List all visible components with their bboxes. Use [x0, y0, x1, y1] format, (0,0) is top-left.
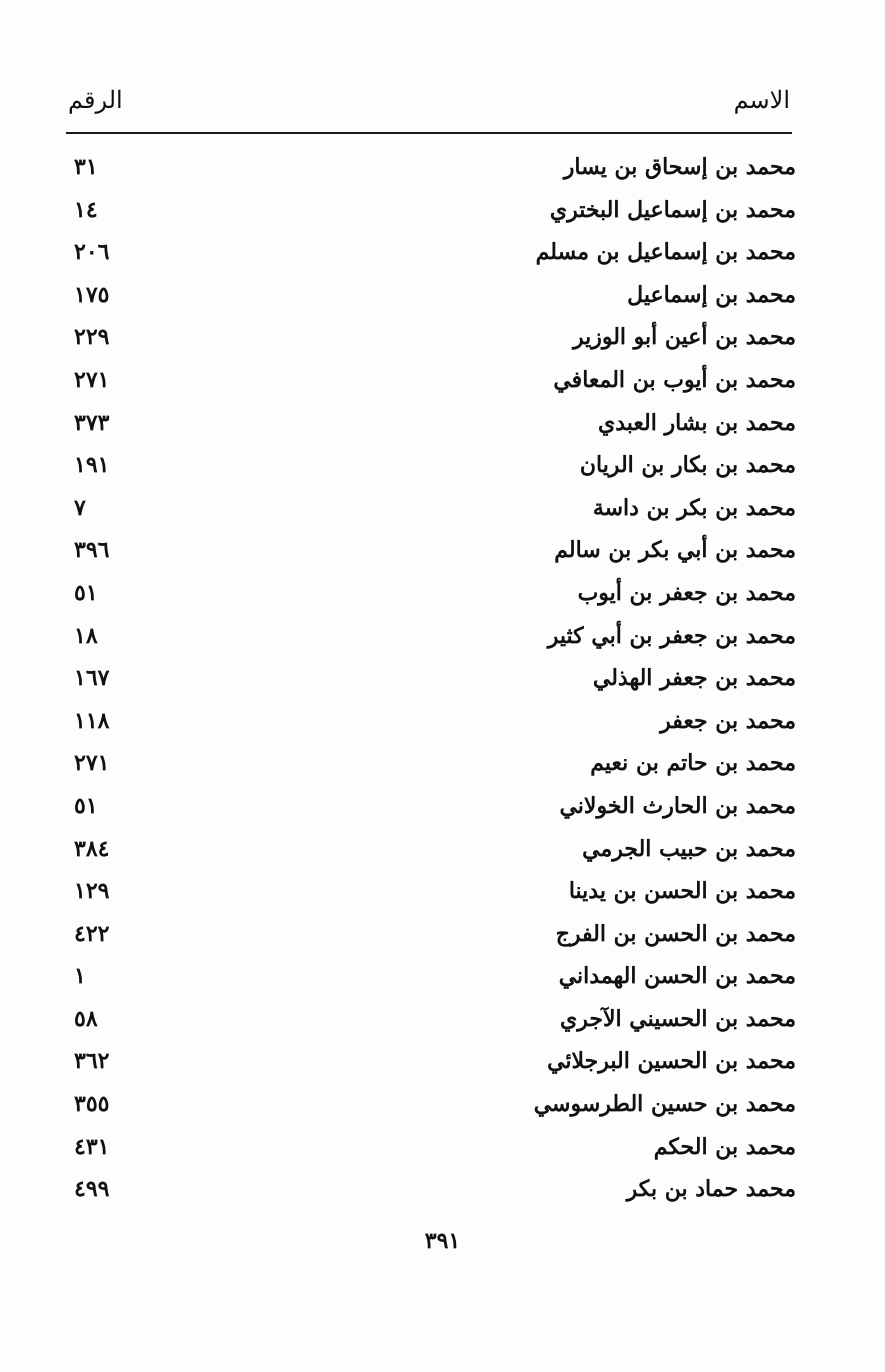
entry-number: ١٨ — [74, 622, 98, 649]
entry-number: ٢٢٩ — [74, 324, 110, 351]
entry-number: ١٤ — [74, 196, 98, 223]
entry-number: ٣١ — [74, 154, 98, 180]
entry-number: ٣٨٤ — [74, 835, 110, 862]
entry-number: ٥٨ — [74, 1005, 98, 1032]
index-row — [66, 404, 796, 447]
entry-name: محمد بن إسماعيل بن مسلم — [535, 239, 796, 266]
index-row — [66, 318, 796, 361]
entry-number: ٢٧١ — [74, 750, 110, 777]
index-row — [66, 574, 796, 617]
entry-number: ٥١ — [74, 579, 98, 606]
entry-name: محمد بن حسين الطرسوسي — [533, 1091, 796, 1118]
index-row — [66, 489, 796, 532]
entry-name: محمد بن إسحاق بن يسار — [563, 154, 796, 180]
index-row — [66, 1000, 796, 1043]
entry-number: ٤٣١ — [74, 1133, 110, 1160]
index-row — [66, 830, 796, 873]
entry-name: محمد بن أبي بكر بن سالم — [554, 537, 796, 564]
name-column-header: الاسم — [733, 86, 790, 114]
entry-number: ٢٧١ — [74, 366, 110, 393]
entry-name: محمد بن حبيب الجرمي — [582, 835, 796, 862]
index-list — [66, 148, 796, 1213]
entry-number: ٣٩٦ — [74, 537, 110, 564]
index-row — [66, 957, 796, 1000]
entry-number: ١٩١ — [74, 452, 110, 479]
entry-name: محمد بن جعفر — [660, 707, 796, 734]
index-row — [66, 617, 796, 660]
entry-number: ١٢٩ — [74, 878, 110, 905]
index-row — [66, 702, 796, 745]
index-row — [66, 1042, 796, 1085]
entry-name: محمد بن بكر بن داسة — [592, 494, 796, 521]
entry-number: ١١٨ — [74, 707, 110, 734]
entry-number: ٥١ — [74, 792, 98, 819]
entry-name: محمد بن جعفر بن أيوب — [577, 579, 796, 606]
index-row — [66, 361, 796, 404]
index-row — [66, 446, 796, 489]
entry-name: محمد بن بشار العبدي — [597, 409, 796, 436]
entry-number: ١ — [74, 963, 86, 990]
entry-number: ٣٧٣ — [74, 409, 110, 436]
entry-name: محمد بن إسماعيل البختري — [549, 196, 796, 223]
number-column-header: الرقم — [68, 86, 123, 114]
entry-name: محمد بن الحسيني الآجري — [560, 1005, 796, 1032]
entry-name: محمد بن أعين أبو الوزير — [572, 324, 796, 351]
entry-name: محمد بن الحسن بن يدينا — [568, 878, 796, 905]
table-header — [68, 86, 790, 124]
entry-number: ٣٥٥ — [74, 1091, 110, 1118]
index-row — [66, 659, 796, 702]
index-row — [66, 872, 796, 915]
entry-name: محمد بن بكار بن الريان — [579, 452, 796, 479]
entry-number: ١٦٧ — [74, 665, 110, 692]
index-row — [66, 233, 796, 276]
index-row — [66, 531, 796, 574]
header-divider — [66, 132, 792, 134]
entry-name: محمد بن جعفر بن أبي كثير — [547, 622, 796, 649]
entry-name: محمد بن الحسن الهمداني — [558, 963, 796, 990]
entry-name: محمد بن جعفر الهذلي — [592, 665, 796, 692]
entry-name: محمد بن أيوب بن المعافي — [553, 366, 796, 393]
page-number: ٣٩١ — [424, 1228, 461, 1254]
entry-number: ٧ — [74, 494, 86, 521]
entry-name: محمد بن حاتم بن نعيم — [590, 750, 796, 777]
entry-number: ٣٦٢ — [74, 1048, 110, 1075]
index-row — [66, 744, 796, 787]
entry-name: محمد بن إسماعيل — [627, 281, 796, 308]
index-row — [66, 191, 796, 234]
index-row — [66, 1170, 796, 1213]
entry-number: ٤٢٢ — [74, 920, 110, 947]
entry-number: ٤٩٩ — [74, 1176, 110, 1203]
index-row — [66, 148, 796, 191]
entry-name: محمد حماد بن بكر — [626, 1176, 796, 1203]
index-row — [66, 1085, 796, 1128]
entry-name: محمد بن الحارث الخولاني — [559, 792, 796, 819]
index-row — [66, 787, 796, 830]
entry-name: محمد بن الحكم — [653, 1133, 796, 1160]
entry-name: محمد بن الحسن بن الفرج — [555, 920, 796, 947]
index-row — [66, 1128, 796, 1171]
entry-number: ١٧٥ — [74, 281, 110, 308]
index-row — [66, 915, 796, 958]
entry-name: محمد بن الحسين البرجلائي — [547, 1048, 796, 1075]
index-row — [66, 276, 796, 319]
entry-number: ٢٠٦ — [74, 239, 110, 266]
